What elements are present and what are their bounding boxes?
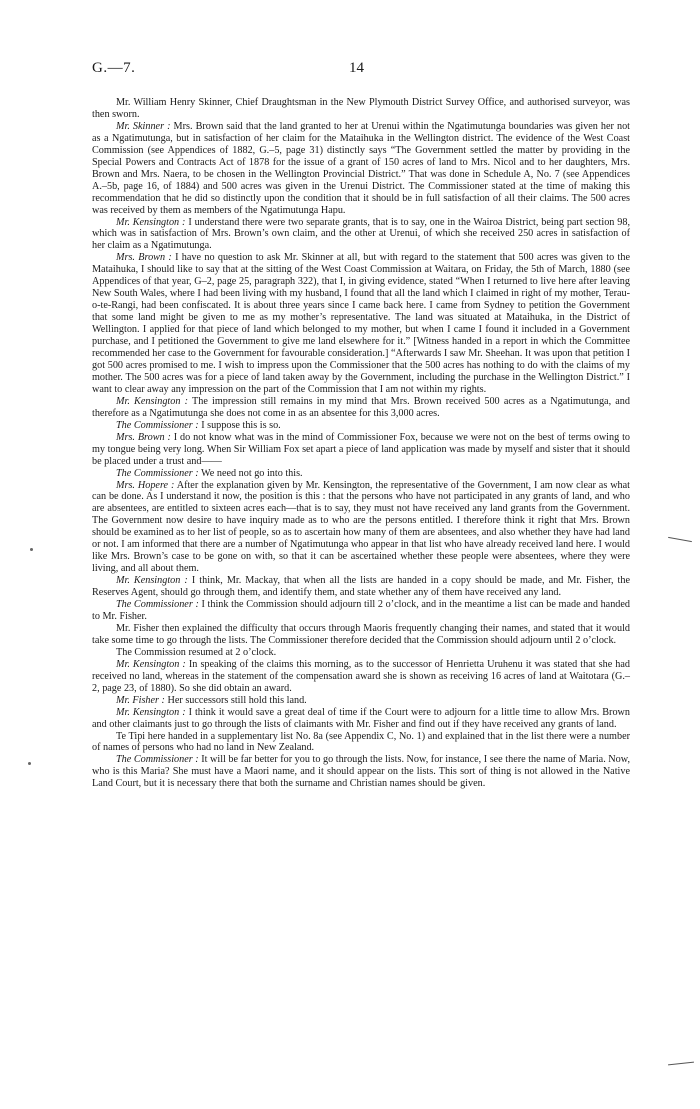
paragraph — [92, 659, 630, 695]
paragraph-text: I understand there were two separate grants, that is to say, one in the Wairoa District, being part section 98, which was in satisfaction of Mrs. Brown’s own claim, and the other at Urenui, of which she received 250 acres in satisfaction of her claim as a Ngatimutunga. — [92, 216, 630, 252]
paragraph — [92, 707, 630, 731]
margin-dot-mark — [30, 548, 33, 551]
paragraph — [92, 695, 630, 707]
paragraph-text: After the explanation given by Mr. Kensington, the representative of the Government, I am now clear as what can be done. As I understand it now, the position is this : that the persons who have not participated in any grants of land, and who are absentees, are entitled to sixteen acres each—that is to say, they must not have received any land grants from the Government. The Government now desire to have inquiry made as to who are the persons entitled. I therefore think it right that Mrs. Brown should be examined as to her list of people, so as to ascertain how many of them are absentees, and also whether they have had land or not. I am informed that there are a number of Ngatimutunga who appear in that list who have already received land here. I would like Mrs. Brown’s case to be gone on with, so that it can be ascertained whether these people were absentees, where they were living, and all about them. — [92, 479, 631, 575]
paragraph-text: Her successors still hold this land. — [164, 694, 307, 706]
paragraph-text: I think, Mr. Mackay, that when all the lists are handed in a copy should be made, and Mr. Fisher, the Reserves Agent, should go through them, and identify them, and state whether any of them have received any land. — [92, 575, 630, 599]
paragraph-text: It will be far better for you to go through the lists. Now, for instance, I see there the name of Maria. Now, who is this Maria? She must have a Maori name, and it should appear on the lists. This sort of thing is not allowed in the Native Land Court, but it is necessary there that both the surname and Christian names should be given. — [92, 754, 630, 790]
speaker-name: Mr. Kensington : — [116, 706, 186, 718]
speaker-name: The Commissioner : — [116, 467, 199, 479]
paragraph-text: Te Tipi here handed in a supplementary list No. 8a (see Appendix C, No. 1) and explained that in the list there were a number of names of persons who had no land in New Zealand. — [92, 730, 630, 754]
paragraph-text: The impression still remains in my mind that Mrs. Brown received 500 acres as a Ngatimutunga, and therefore as a Ngatimutunga she does not come in as an absentee for this 3,000 acres. — [92, 395, 630, 419]
speaker-name: Mrs. Brown : — [116, 431, 171, 443]
speaker-name: The Commissioner : — [116, 754, 199, 766]
paragraph — [92, 97, 630, 121]
paragraph-text: I have no question to ask Mr. Skinner at all, but with regard to the statement that 500 acres was given to the Mataihuka, I should like to say that at the sitting of the West Coast Commission at Waitara, on Friday, the 5th of March, 1880 (see Appendices of that year, G–2, page 25, paragraph 322), that I, in giving evidence, stated “When I returned to live here after leaving New South Wales, where I had been living with my husband, I found that all the land which I claimed in right of my mother, Terau-o-te-Rangi, had been confiscated. It is about three years since I came back here. I came from Sydney to petition the Government that some land might be given to me as my mother’s representative. The land was situated at Mataihuka, in the District of Wellington. I applied for that piece of land which belonged to my mother, but when I came I found it included in a Government purchase, and I petitioned the Government to give me land elsewhere for it.” [Witness handed in a report in which the Committee recommended her case to the Government for favourable consideration.] “Afterwards I saw Mr. Sheehan. It was upon that petition I got 500 acres promised to me. I wish to impress upon the Commissioner that the 500 acres has nothing to do with the claims of my mother. The 500 acres was for a piece of land taken away by the Government, including the purchase in the Wellington District.” I want to clear away any impression on the part of the Commission that I am not within my rights. — [92, 252, 630, 395]
paragraph-text: I do not know what was in the mind of Commissioner Fox, because we were not on the best of terms owing to my tongue being very long. When Sir William Fox set apart a piece of land application was made by myself and sister that it should be placed under a trust and—— — [92, 431, 630, 467]
speaker-name: The Commissioner : — [116, 419, 199, 431]
speaker-name: Mr. Kensington : — [116, 395, 189, 407]
speaker-name: Mr. Skinner : — [116, 120, 171, 132]
margin-dot-mark — [28, 762, 31, 765]
speaker-name: Mrs. Brown : — [116, 252, 172, 264]
margin-pencil-mark — [668, 1062, 694, 1066]
paragraph — [92, 396, 630, 420]
speaker-name: The Commissioner : — [116, 599, 199, 611]
paragraph-text: Mr. William Henry Skinner, Chief Draughtsman in the New Plymouth District Survey Office, and authorised surveyor, was then sworn. — [92, 97, 630, 120]
paragraph-text: Mrs. Brown said that the land granted to her at Urenui within the Ngatimutunga boundaries was given her not as a Ngatimutunga, but in satisfaction of her claim for the Mataihuka in the Wellington district. The evidence of the West Coast Commission (see Appendices of 1882, G.–5, page 31) distinctly says “The Government settled the matter by providing in the Special Powers and Contracts Act of 1878 for the issue of a grant of 150 acres of land to Mrs. Nicol and to her daughters, Mrs. Brown and Mrs. Naera, to be chosen in the Wellington Provincial District.” That was done in Schedule A, No. 7 (see Appendices A.–5b, page 16, of 1884) and 500 acres was given in the Urenui District. The Commissioner stated at the time of making this recommendation that he did so distinctly upon the condition that it should be in full satisfaction of all their claims. The 500 acres was received by them as members of the Ngatimutunga Hapu. — [92, 120, 630, 216]
paragraph-text: The Commission resumed at 2 o’clock. — [116, 646, 277, 658]
paragraph — [92, 480, 630, 576]
document-body — [92, 97, 630, 790]
page-number: 14 — [349, 60, 364, 76]
paragraph — [92, 217, 630, 253]
page-header — [92, 60, 630, 82]
document-reference: G.—7. — [92, 60, 136, 76]
paragraph — [92, 647, 630, 659]
paragraph — [92, 252, 630, 395]
paragraph-text: We need not go into this. — [198, 467, 303, 479]
paragraph — [92, 731, 630, 755]
speaker-name: Mr. Kensington : — [116, 216, 186, 228]
paragraph-text: Mr. Fisher then explained the difficulty that occurs through Maoris frequently changing their names, and stated that it would take some time to go through the lists. The Commissioner therefore decided that the Commission should adjourn until 2 o’clock. — [92, 622, 630, 646]
paragraph — [92, 623, 630, 647]
paragraph-text: I suppose this is so. — [198, 419, 281, 431]
speaker-name: Mr. Fisher : — [116, 694, 165, 706]
paragraph-text: I think it would save a great deal of time if the Court were to adjourn for a little time to allow Mrs. Brown and other claimants just to go through the lists of claimants with Mr. Fisher and find out if they have received any grants of land. — [92, 706, 630, 730]
paragraph — [92, 432, 630, 468]
paragraph-text: I think the Commission should adjourn till 2 o’clock, and in the meantime a list can be made and handed to Mr. Fisher. — [92, 599, 631, 622]
speaker-name: Mr. Kensington : — [116, 658, 186, 670]
margin-pencil-mark — [668, 537, 692, 542]
speaker-name: Mrs. Hopere : — [116, 479, 175, 491]
paragraph — [92, 599, 630, 623]
paragraph-text: In speaking of the claims this morning, as to the successor of Henrietta Uruhenu it was stated that she had received no land, whereas in the statement of the compensation award she is shown as receiving 16 acres of land at Waitotara (G.–2, page 23, of 1880). So she did obtain an award. — [92, 658, 630, 694]
paragraph — [92, 468, 630, 480]
paragraph — [92, 575, 630, 599]
paragraph — [92, 420, 630, 432]
speaker-name: Mr. Kensington : — [116, 575, 188, 587]
paragraph — [92, 754, 630, 790]
paragraph — [92, 121, 630, 217]
